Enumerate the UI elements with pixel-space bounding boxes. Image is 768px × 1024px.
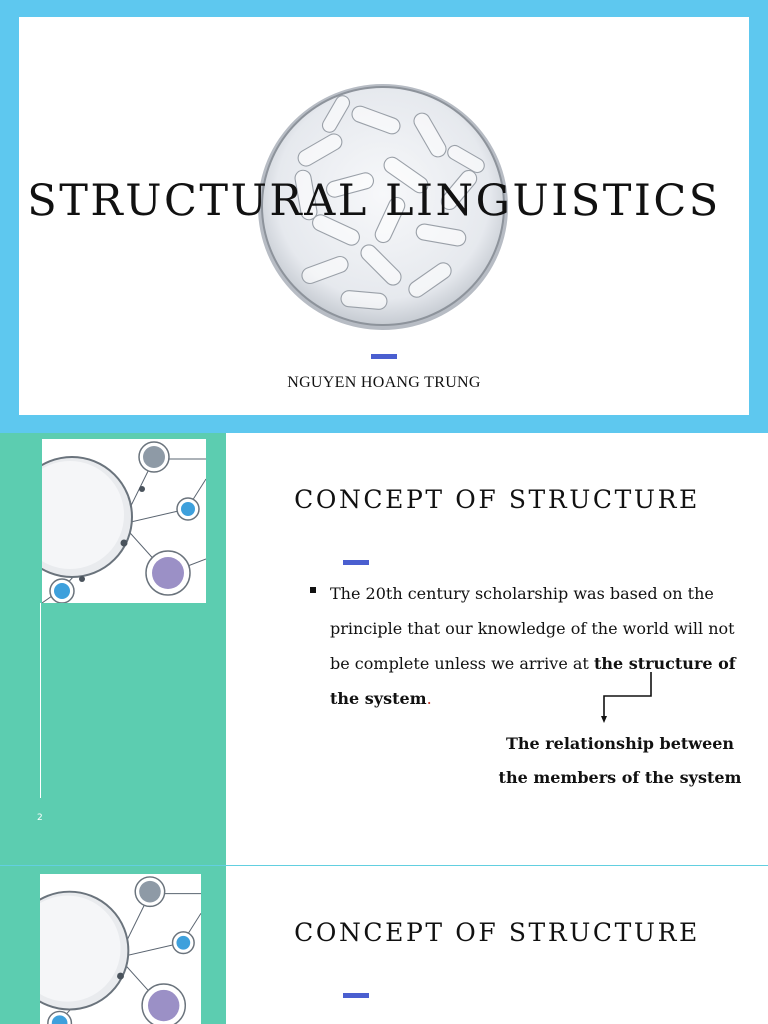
author-name: NGUYEN HOANG TRUNG bbox=[287, 374, 481, 391]
title-accent-bar bbox=[371, 354, 397, 359]
bullet-text bbox=[330, 576, 750, 716]
relationship-line-2: the members of the system bbox=[498, 768, 742, 787]
relationship-note bbox=[490, 727, 750, 795]
bullet-text-end: . bbox=[426, 689, 432, 708]
elbow-arrow-icon bbox=[598, 669, 658, 725]
heading-accent-bar bbox=[343, 560, 369, 565]
presentation-title: STRUCTURAL LINGUISTICS bbox=[27, 176, 721, 226]
bullet-text-bold: the structure of the system bbox=[330, 654, 736, 708]
panel-divider-line bbox=[40, 603, 41, 798]
slide-heading: CONCEPT OF STRUCTURE bbox=[294, 918, 700, 947]
heading-accent-bar bbox=[343, 993, 369, 998]
concept-slide bbox=[0, 433, 768, 865]
slide-heading: CONCEPT OF STRUCTURE bbox=[294, 485, 700, 514]
concept-slide-partial bbox=[0, 865, 768, 1024]
relationship-line-1: The relationship between bbox=[505, 734, 735, 753]
page-number: 2 bbox=[37, 813, 43, 823]
title-slide bbox=[0, 0, 768, 433]
network-circles-image bbox=[42, 439, 206, 603]
bullet-marker-icon bbox=[310, 587, 316, 593]
network-circles-image bbox=[40, 874, 201, 1024]
bullet-item bbox=[310, 576, 750, 716]
bullet-text-plain: The 20th century scholarship was based on the principle that our knowledge of the world will not be complete unless we arrive at bbox=[330, 584, 735, 673]
